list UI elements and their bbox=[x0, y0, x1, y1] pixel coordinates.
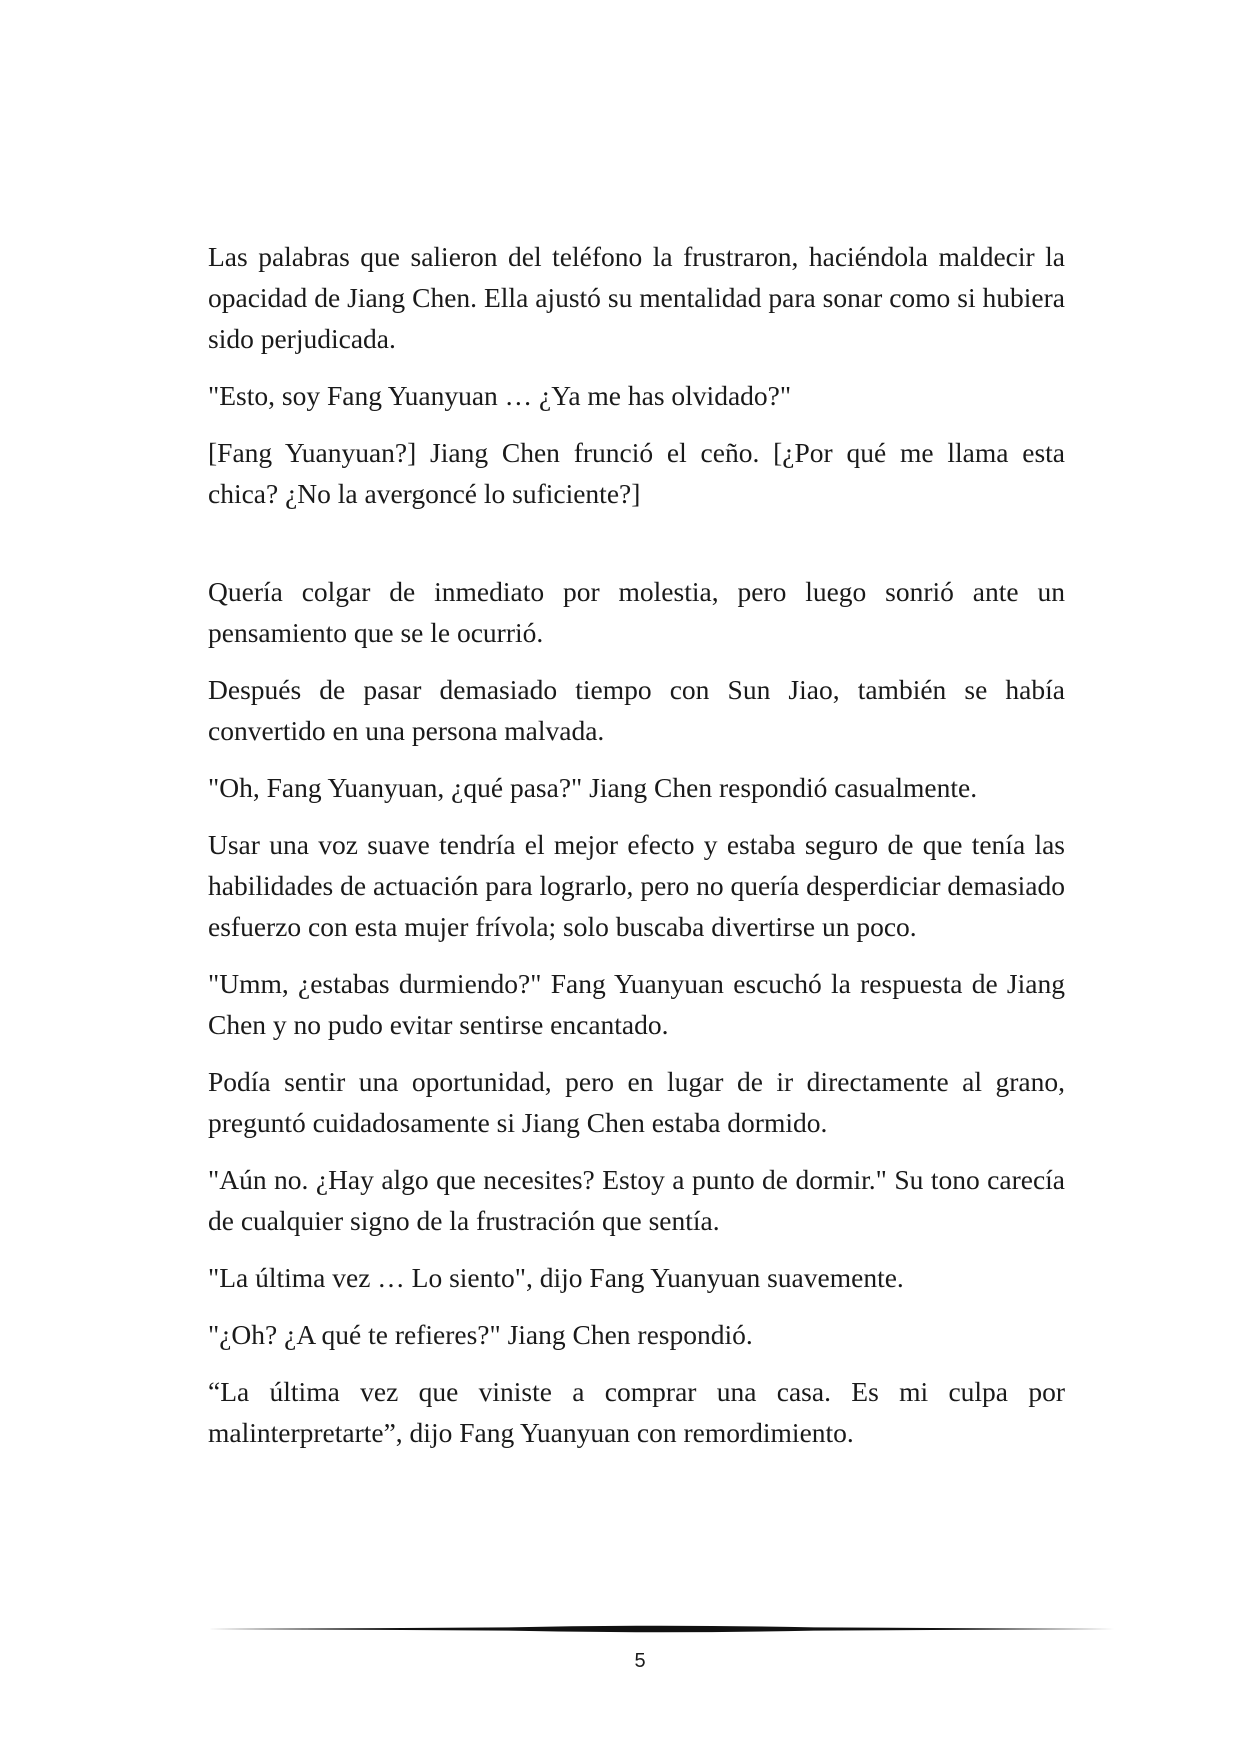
paragraph: "Esto, soy Fang Yuanyuan … ¿Ya me has olvidado?" bbox=[208, 380, 792, 411]
body-text bbox=[208, 236, 1065, 1453]
paragraph: Las palabras que salieron del teléfono la frustraron, haciéndola maldecir la opacidad de Jiang Chen. Ella ajustó su mentalidad para sonar como si hubiera sido perjudicada. bbox=[208, 241, 1065, 354]
paragraph: "La última vez … Lo siento", dijo Fang Yuanyuan suavemente. bbox=[208, 1262, 904, 1293]
paragraph-gap bbox=[208, 751, 1065, 767]
paragraph-gap bbox=[208, 1355, 1065, 1371]
paragraph-gap bbox=[208, 1143, 1065, 1159]
paragraph-gap bbox=[208, 1045, 1065, 1061]
paragraph: Usar una voz suave tendría el mejor efecto y estaba seguro de que tenía las habilidades de actuación para lograrlo, pero no quería desperdiciar demasiado esfuerzo con esta mujer frívola; solo buscaba divertirse un poco. bbox=[208, 829, 1065, 942]
paragraph: [Fang Yuanyuan?] Jiang Chen frunció el ceño. [¿Por qué me llama esta chica? ¿No la avergoncé lo suficiente?] bbox=[208, 437, 1065, 509]
paragraph: "Oh, Fang Yuanyuan, ¿qué pasa?" Jiang Chen respondió casualmente. bbox=[208, 772, 978, 803]
paragraph: "Umm, ¿estabas durmiendo?" Fang Yuanyuan escuchó la respuesta de Jiang Chen y no pudo evitar sentirse encantado. bbox=[208, 968, 1065, 1040]
page-number: 5 bbox=[634, 1650, 646, 1672]
paragraph-gap bbox=[208, 947, 1065, 963]
paragraph: "Aún no. ¿Hay algo que necesites? Estoy a punto de dormir." Su tono carecía de cualquier signo de la frustración que sentía. bbox=[208, 1164, 1065, 1236]
section-gap bbox=[208, 514, 1065, 571]
paragraph-gap bbox=[208, 1298, 1065, 1314]
paragraph: Después de pasar demasiado tiempo con Sun Jiao, también se había convertido en una persona malvada. bbox=[208, 674, 1065, 746]
paragraph: “La última vez que viniste a comprar una casa. Es mi culpa por malinterpretarte”, dijo Fang Yuanyuan con remordimiento. bbox=[208, 1376, 1065, 1448]
paragraph: "¿Oh? ¿A qué te refieres?" Jiang Chen respondió. bbox=[208, 1319, 753, 1350]
paragraph: Quería colgar de inmediato por molestia, pero luego sonrió ante un pensamiento que se le ocurrió. bbox=[208, 576, 1065, 648]
paragraph-gap bbox=[208, 808, 1065, 824]
paragraph-gap bbox=[208, 359, 1065, 375]
paragraph-gap bbox=[208, 653, 1065, 669]
paragraph-gap bbox=[208, 1241, 1065, 1257]
paragraph-gap bbox=[208, 416, 1065, 432]
paragraph: Podía sentir una oportunidad, pero en lugar de ir directamente al grano, preguntó cuidadosamente si Jiang Chen estaba dormido. bbox=[208, 1066, 1065, 1138]
footer-divider bbox=[208, 1622, 1114, 1636]
